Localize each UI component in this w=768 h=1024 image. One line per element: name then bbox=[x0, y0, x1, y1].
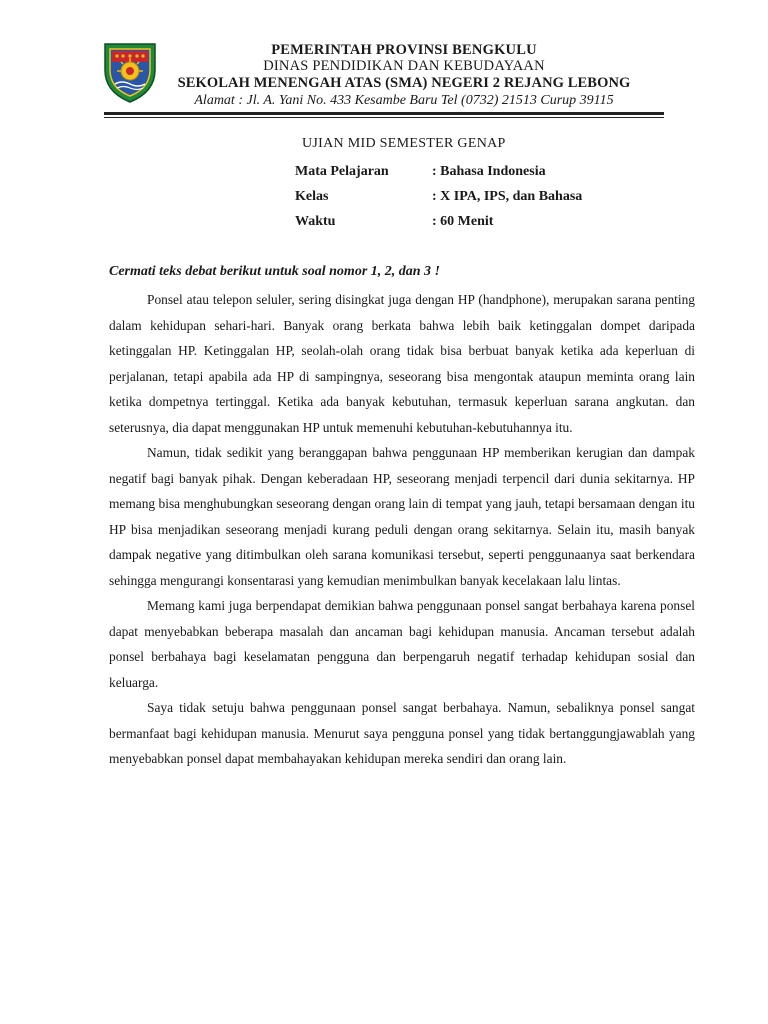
letterhead-address: Alamat : Jl. A. Yani No. 433 Kesambe Baru Tel (0732) 21513 Curup 39115 bbox=[194, 93, 614, 108]
exam-info-subject bbox=[295, 164, 625, 184]
info-value: : Bahasa Indonesia bbox=[432, 164, 546, 179]
question-instruction: Cermati teks debat berikut untuk soal nomor 1, 2, dan 3 ! bbox=[109, 264, 440, 279]
exam-title: UJIAN MID SEMESTER GENAP bbox=[302, 136, 506, 151]
info-label: Kelas bbox=[295, 189, 329, 204]
debate-text bbox=[109, 287, 695, 772]
paragraph: Ponsel atau telepon seluler, sering disingkat juga dengan HP (handphone), merupakan sarana penting dalam kehidupan sehari-hari. Banyak orang berkata bahwa lebih baik ketinggalan dompet daripada ketinggalan HP. Ketinggalan HP, seolah-olah orang tidak bisa berbuat banyak ketika ada keperluan di perjalanan, tetapi apabila ada HP di sampingnya, seseorang bisa mengontak ataupun meminta orang lain ketika dompetnya tertinggal. Ketika ada banyak kebutuhan, termasuk keperluan sarana angkutan. dan seterusnya, dia dapat menggunakan HP untuk memenuhi kebutuhan-kebutuhannya itu. bbox=[109, 292, 695, 435]
letterhead-school-name: SEKOLAH MENENGAH ATAS (SMA) NEGERI 2 REJANG LEBONG bbox=[177, 75, 631, 91]
exam-info-time bbox=[295, 214, 625, 234]
info-value: : X IPA, IPS, dan Bahasa bbox=[432, 189, 583, 204]
letterhead-divider-thin bbox=[104, 117, 664, 118]
paragraph: Saya tidak setuju bahwa penggunaan ponsel sangat berbahaya. Namun, sebaliknya ponsel sangat bermanfaat bagi kehidupan manusia. Menurut saya pengguna ponsel yang tidak bertanggungjawablah yang menyebabkan ponsel dapat membahayakan kehidupan mereka sendiri dan orang lain. bbox=[109, 700, 695, 766]
paragraph: Namun, tidak sedikit yang beranggapan bahwa penggunaan HP memberikan kerugian dan dampak negatif bagi banyak pihak. Dengan keberadaan HP, seseorang menjadi terpencil dari dunia sekitarnya. HP memang bisa menghubungkan seseorang dengan orang lain di tempat yang jauh, tetapi bersamaan dengan itu HP bisa menjadikan seseorang menjadi kurang peduli dengan orang sekitarnya. Selain itu, masih banyak dampak negative yang ditimbulkan oleh sarana komunikasi tersebut, seperti penggunaanya saat berkendara sehingga mengurangi konsentarasi yang kemudian menimbulkan banyak kecelakaan lalu lintas. bbox=[109, 445, 695, 588]
info-value: : 60 Menit bbox=[432, 214, 494, 229]
letterhead-divider-thick bbox=[104, 112, 664, 115]
info-label: Mata Pelajaran bbox=[295, 164, 389, 179]
exam-info-class bbox=[295, 189, 625, 209]
info-label: Waktu bbox=[295, 214, 336, 229]
paragraph: Memang kami juga berpendapat demikian bahwa penggunaan ponsel sangat berbahaya karena ponsel dapat menyebabkan beberapa masalah dan ancaman bagi kehidupan manusia. Ancaman tersebut adalah ponsel berbahaya bagi keselamatan pengguna dan berpengaruh negatif terhadap kehidupan sosial dan keluarga. bbox=[109, 598, 695, 690]
letterhead-government: PEMERINTAH PROVINSI BENGKULU bbox=[271, 42, 537, 58]
provincial-emblem-icon bbox=[101, 40, 159, 104]
letterhead-department: DINAS PENDIDIKAN DAN KEBUDAYAAN bbox=[263, 58, 545, 74]
